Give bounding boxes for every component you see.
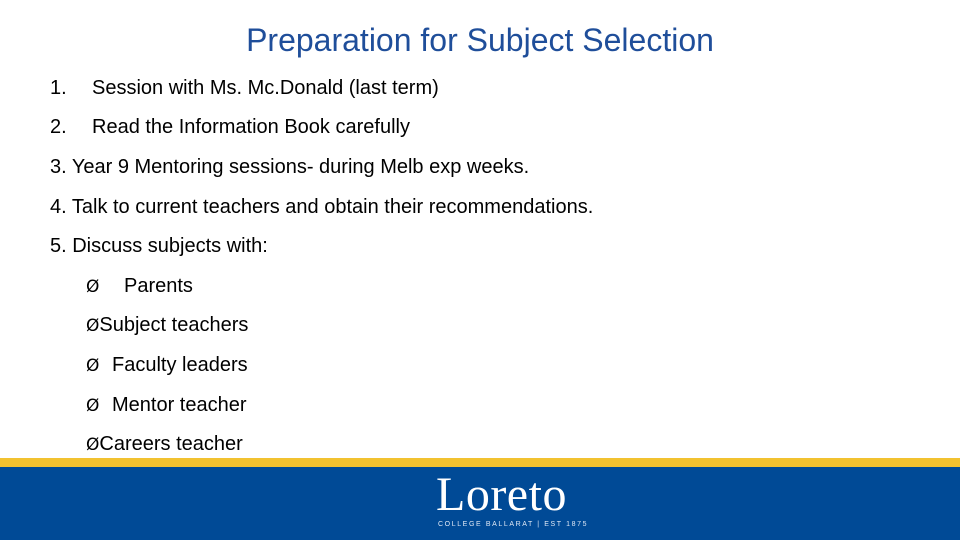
- item-text: Read the Information Book carefully: [92, 116, 410, 138]
- sub-item-text: Subject teachers: [99, 314, 249, 336]
- arrow-bullet-icon: Ø: [86, 316, 100, 336]
- footer-banner: [0, 467, 960, 540]
- item-text: 5. Discuss subjects with:: [50, 235, 268, 257]
- arrow-bullet-icon: Ø: [86, 396, 100, 416]
- sub-item-text: Careers teacher: [99, 433, 243, 455]
- arrow-bullet-icon: Ø: [86, 277, 100, 297]
- brand-wordmark: Loreto: [436, 468, 567, 521]
- list-item: [50, 76, 439, 100]
- sub-list-item: [86, 313, 248, 338]
- sub-item-text: Faculty leaders: [112, 354, 248, 376]
- item-number: 2.: [50, 116, 67, 138]
- item-text: 3. Year 9 Mentoring sessions- during Melb exp weeks.: [50, 156, 530, 178]
- slide-title: Preparation for Subject Selection: [246, 22, 714, 58]
- sub-list-item: [86, 432, 243, 457]
- sub-list-item: [86, 393, 247, 418]
- item-number: 1.: [50, 77, 67, 99]
- brand-subtitle: COLLEGE BALLARAT | EST 1875: [438, 521, 589, 528]
- list-item: [50, 195, 593, 219]
- sub-list-item: [86, 274, 193, 299]
- item-text: Session with Ms. Mc.Donald (last term): [92, 77, 439, 99]
- arrow-bullet-icon: Ø: [86, 356, 100, 376]
- sub-list-item: [86, 353, 248, 378]
- sub-item-text: Mentor teacher: [112, 394, 247, 416]
- arrow-bullet-icon: Ø: [86, 435, 100, 455]
- list-item: [50, 155, 529, 179]
- sub-item-text: Parents: [124, 275, 193, 297]
- accent-stripe: [0, 458, 960, 467]
- item-text: 4. Talk to current teachers and obtain their recommendations.: [50, 196, 594, 218]
- list-item: [50, 234, 268, 258]
- list-item: [50, 115, 410, 139]
